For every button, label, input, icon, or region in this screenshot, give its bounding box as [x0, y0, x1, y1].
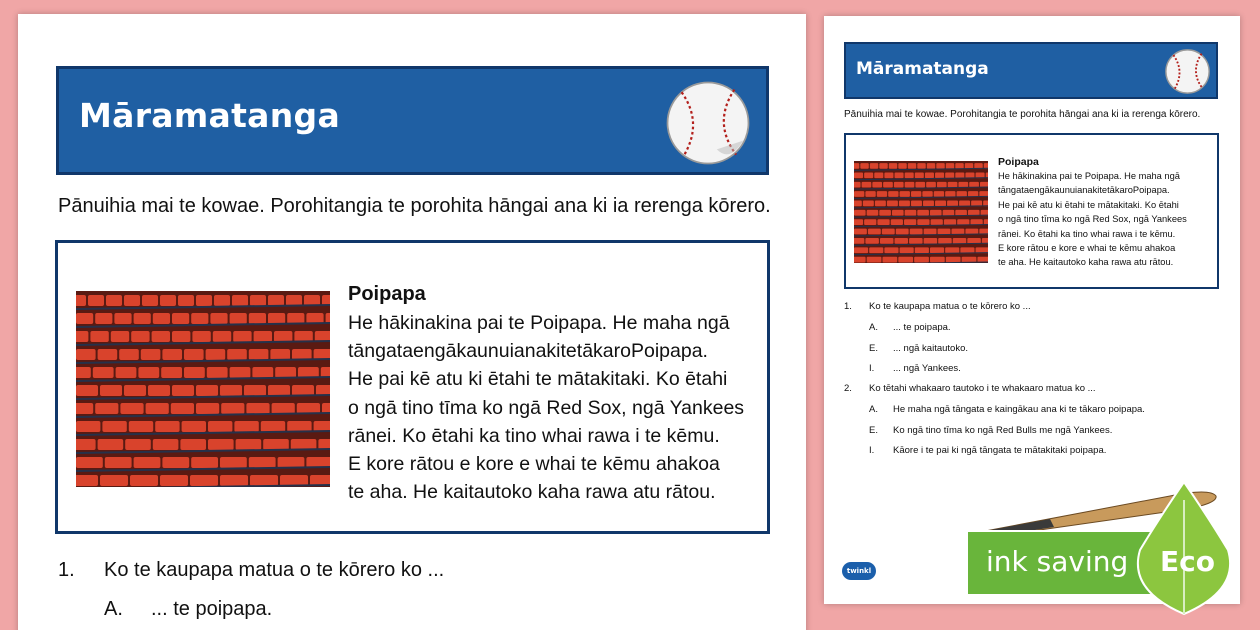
option-text[interactable]: ... ngā Yankees. [893, 363, 961, 374]
stadium-seats-photo [76, 291, 330, 487]
story-box [55, 240, 770, 534]
story-line: te aha. He kaitautoko kaha rawa atu rātou. [998, 257, 1174, 268]
page-title: Māramatanga [79, 96, 341, 135]
option-letter[interactable]: A. [104, 598, 123, 620]
option-text[interactable]: ... te poipapa. [893, 322, 951, 333]
story-line: te aha. He kaitautoko kaha rawa atu rātou. [348, 481, 716, 504]
story-title: Poipapa [998, 156, 1039, 168]
option-letter[interactable]: I. [869, 445, 875, 456]
story-line: E kore rātou e kore e whai te kēmu ahakoa [998, 243, 1176, 254]
option-letter[interactable]: E. [869, 425, 878, 436]
story-text [348, 309, 758, 506]
instructions: Pānuihia mai te kowae. Porohitangia te porohita hāngai ana ki ia rerenga kōrero. [844, 109, 1201, 120]
story-line: o ngā tino tīma ko ngā Red Sox, ngā Yankees [348, 396, 745, 419]
story-line: tāngataengākaunuianakitetākaroPoipapa. [998, 185, 1170, 196]
twinkl-logo: twinkl [842, 562, 876, 580]
question-number: 1. [844, 301, 852, 312]
option-text[interactable]: Kāore i te pai ki ngā tāngata te mātakitaki poipapa. [893, 445, 1107, 456]
story-line: He hākinakina pai te Poipapa. He maha ngā [998, 171, 1180, 181]
story-line: tāngataengākaunuianakitetākaroPoipapa. [348, 340, 708, 363]
option-text[interactable]: ... ngā kaitautoko. [893, 343, 968, 354]
option-text[interactable]: Ko ngā tino tīma ko ngā Red Bulls me ngā Yankees. [893, 425, 1113, 436]
option-letter[interactable]: I. [869, 363, 875, 374]
story-text [998, 169, 1218, 270]
title-banner [56, 66, 769, 175]
ink-saving-label: ink saving [986, 545, 1129, 578]
question-text: Ko tētahi whakaaro tautoko i te whakaaro matua ko ... [869, 383, 1096, 394]
option-letter[interactable]: A. [869, 322, 878, 333]
story-line: He hākinakina pai te Poipapa. He maha ngā [348, 312, 730, 334]
story-line: He pai kē atu ki ētahi te mātakitaki. Ko ētahi [348, 368, 728, 391]
question-text: Ko te kaupapa matua o te kōrero ko ... [104, 559, 445, 581]
baseball-icon [1164, 48, 1211, 95]
story-line: rānei. Ko ētahi ka tino whai rawa i te kēmu. [998, 228, 1176, 239]
option-letter[interactable]: E. [869, 343, 878, 354]
eco-label: Eco [1160, 545, 1215, 578]
option-text[interactable]: ... te poipapa. [151, 598, 273, 620]
worksheet-page-large [18, 14, 806, 630]
option-letter[interactable]: A. [869, 404, 878, 415]
question-number: 1. [58, 559, 75, 581]
story-line: E kore rātou e kore e whai te kēmu ahakoa [348, 453, 720, 476]
stadium-seats-photo [854, 161, 988, 263]
baseball-icon [664, 79, 752, 167]
page-title: Māramatanga [856, 59, 989, 79]
title-banner [844, 42, 1218, 99]
question-number: 2. [844, 383, 852, 394]
question-text: Ko te kaupapa matua o te kōrero ko ... [869, 301, 1031, 312]
story-box [844, 133, 1219, 289]
option-text[interactable]: He maha ngā tāngata e kaingākau ana ki te tākaro poipapa. [893, 404, 1145, 415]
instructions: Pānuihia mai te kowae. Porohitangia te porohita hāngai ana ki ia rerenga kōrero. [58, 195, 771, 217]
story-line: rānei. Ko ētahi ka tino whai rawa i te kēmu. [348, 424, 720, 447]
story-line: o ngā tino tīma ko ngā Red Sox, ngā Yankees [998, 214, 1187, 225]
story-line: He pai kē atu ki ētahi te mātakitaki. Ko ētahi [998, 199, 1179, 210]
story-title: Poipapa [348, 283, 426, 305]
